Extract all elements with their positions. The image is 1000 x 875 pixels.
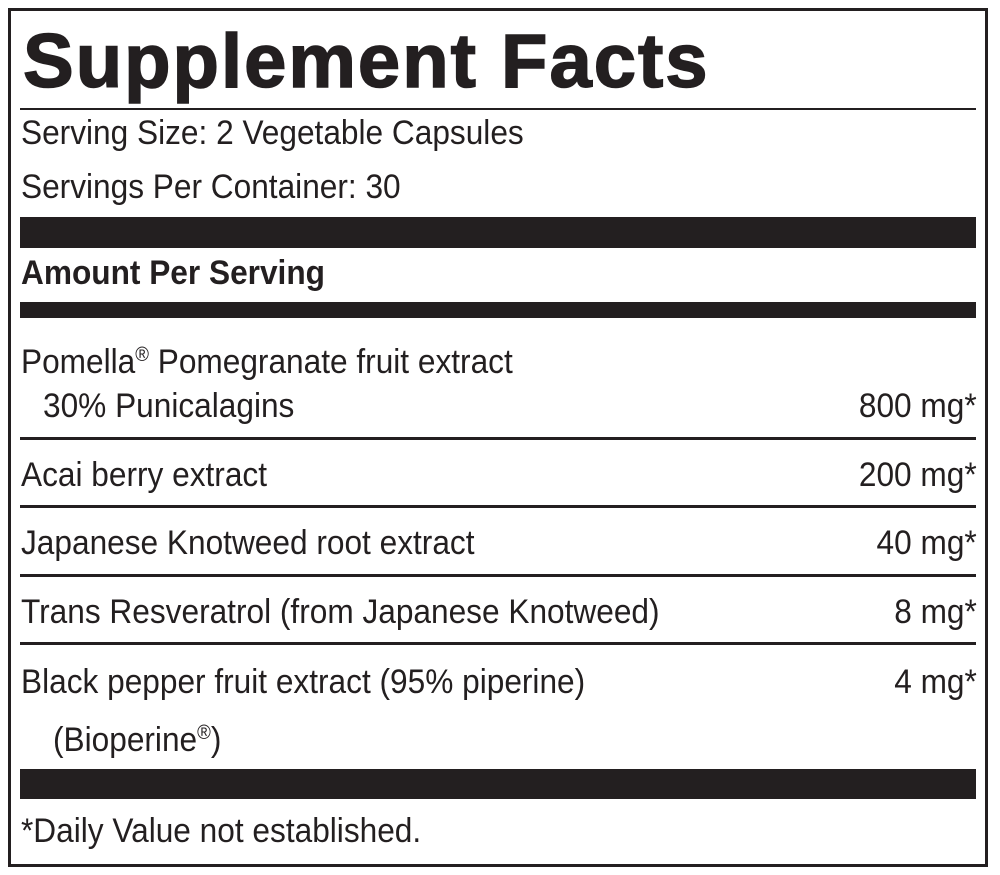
ingredient-amount: 40 mg* [876,524,977,562]
row-divider [20,642,976,645]
servings-per-container: Servings Per Container: 30 [21,168,401,206]
ingredient-detail: 30% Punicalagins [43,387,295,425]
ingredient-name [21,335,513,382]
ingredient-name-part: Pomella [21,343,136,381]
ingredient-detail [53,713,221,760]
supplement-facts-panel [8,8,988,867]
ingredient-name: Japanese Knotweed root extract [21,524,475,562]
thick-divider-top [20,217,976,248]
serving-size: Serving Size: 2 Vegetable Capsules [21,114,524,152]
footnote: *Daily Value not established. [21,812,422,850]
ingredient-detail-part: (Bioperine [53,721,198,759]
ingredient-name-part: Pomegranate fruit extract [148,343,513,381]
row-divider [20,505,976,508]
row-divider [20,574,976,577]
ingredient-name: Black pepper fruit extract (95% piperine) [21,663,586,701]
thick-divider-bottom [20,769,976,799]
ingredient-amount: 800 mg* [859,387,977,425]
panel-title: Supplement Facts [23,19,710,104]
ingredient-detail-part: ) [210,721,222,759]
registered-mark: ® [135,344,149,366]
ingredient-amount: 200 mg* [859,456,977,494]
amount-per-serving-heading: Amount Per Serving [21,254,325,292]
ingredient-name: Acai berry extract [21,456,268,494]
ingredient-amount: 4 mg* [894,663,977,701]
medium-divider [20,302,976,318]
ingredient-amount: 8 mg* [894,593,977,631]
title-divider [20,108,976,110]
registered-mark: ® [197,722,211,744]
row-divider [20,437,976,440]
ingredient-name: Trans Resveratrol (from Japanese Knotweed) [21,593,660,631]
